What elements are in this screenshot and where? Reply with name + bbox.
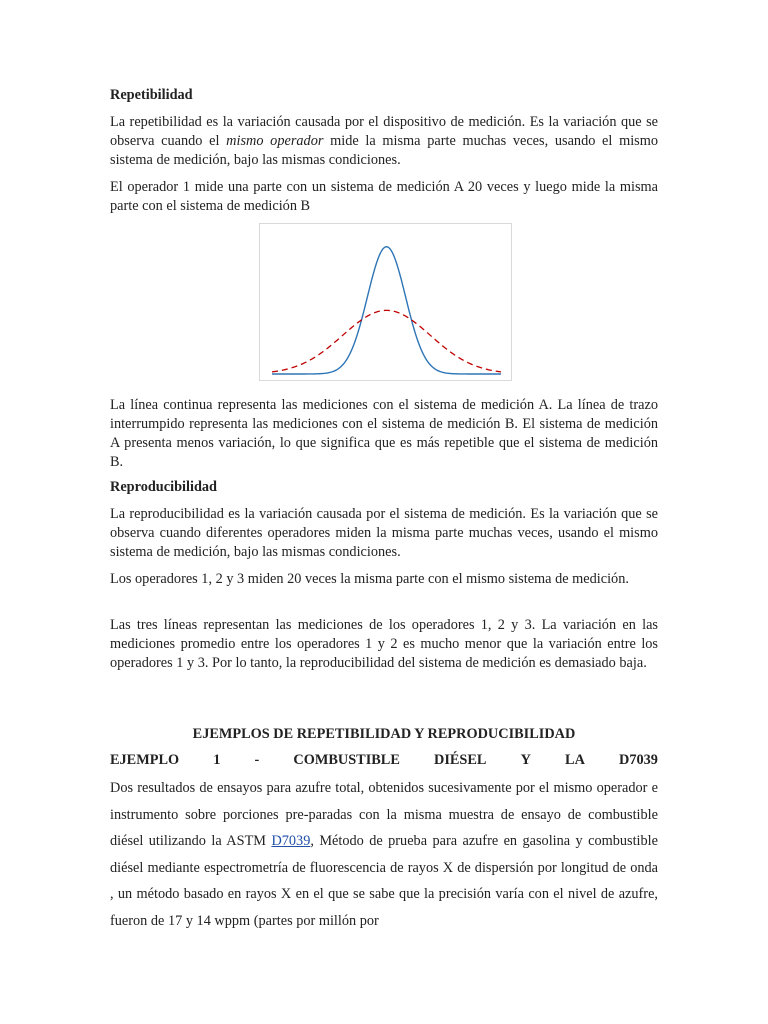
paragraph-three-lines: Las tres líneas representan las mediciones de los operadores 1, 2 y 3. La variación en las mediciones promedio entre los operadores 1 y 2 es mucho menor que la variación entre los operadores 1 y 3. Por lo tanto, la reproducibilidad del sistema de medición es demasiado baja. (110, 617, 658, 671)
text-run: La repetibilidad es la variación causada por el dispositivo de medición. Es la variación que se observa cuando el (110, 114, 658, 149)
chart-svg (260, 224, 511, 380)
paragraph-repetibilidad-definition (110, 113, 658, 170)
heading-ejemplo-1 (110, 752, 658, 769)
emphasis-text: mismo operador (226, 133, 324, 149)
heading-ejemplos: EJEMPLOS DE REPETIBILIDAD Y REPRODUCIBILIDAD (192, 726, 576, 742)
paragraph-operator-1: El operador 1 mide una parte con un sistema de medición A 20 veces y luego mide la misma parte con el sistema de medición B (110, 179, 658, 214)
repeatability-chart (259, 223, 512, 381)
example-word: COMBUSTIBLE (293, 752, 400, 768)
paragraph-reproducibilidad-definition: La reproducibilidad es la variación causada por el sistema de medición. Es la variación que se observa cuando diferentes operadores miden la misma parte muchas veces, usando el mismo sistema de medición, bajo las mismas condiciones. (110, 506, 658, 560)
example-word: 1 (213, 752, 221, 768)
text-run: mide la misma parte muchas veces, usando el mismo sistema de medición, bajo las mismas condiciones. (110, 133, 658, 168)
paragraph-operators-1-2-3: Los operadores 1, 2 y 3 miden 20 veces la misma parte con el mismo sistema de medición. (110, 571, 629, 587)
heading-reproducibilidad: Reproducibilidad (110, 479, 217, 495)
example-word: DIÉSEL (434, 752, 487, 768)
text-run: Dos resultados de ensayos para azufre total, obtenidos sucesivamente por el mismo operador e instrumento sobre porciones pre-paradas con la misma muestra de ensayo de combustible diésel utilizando la ASTM (110, 780, 658, 849)
astm-d7039-link[interactable]: D7039 (271, 833, 311, 849)
example-word: Y (520, 752, 531, 768)
series-dashed-line (272, 310, 501, 372)
heading-repetibilidad: Repetibilidad (110, 87, 193, 103)
text-run: , Método de prueba para azufre en gasolina y combustible diésel mediante espectrometría de fluorescencia de rayos X de dispersión por longitud de onda , un método basado en rayos X en el que se sabe que la precisión varía con el nivel de azufre, fueron de 17 y 14 wppm (partes por millón por (110, 833, 659, 929)
example-word: EJEMPLO (110, 752, 180, 768)
paragraph-chart-explanation: La línea continua representa las mediciones con el sistema de medición A. La línea de trazo interrumpido representa las mediciones con el sistema de medición B. El sistema de medición A presenta menos variación, lo que significa que es más repetible que el sistema de medición B. (110, 397, 658, 470)
example-word: D7039 (619, 752, 658, 768)
paragraph-ejemplo-1 (110, 775, 658, 934)
example-word: - (254, 752, 260, 768)
example-word: LA (565, 752, 585, 768)
